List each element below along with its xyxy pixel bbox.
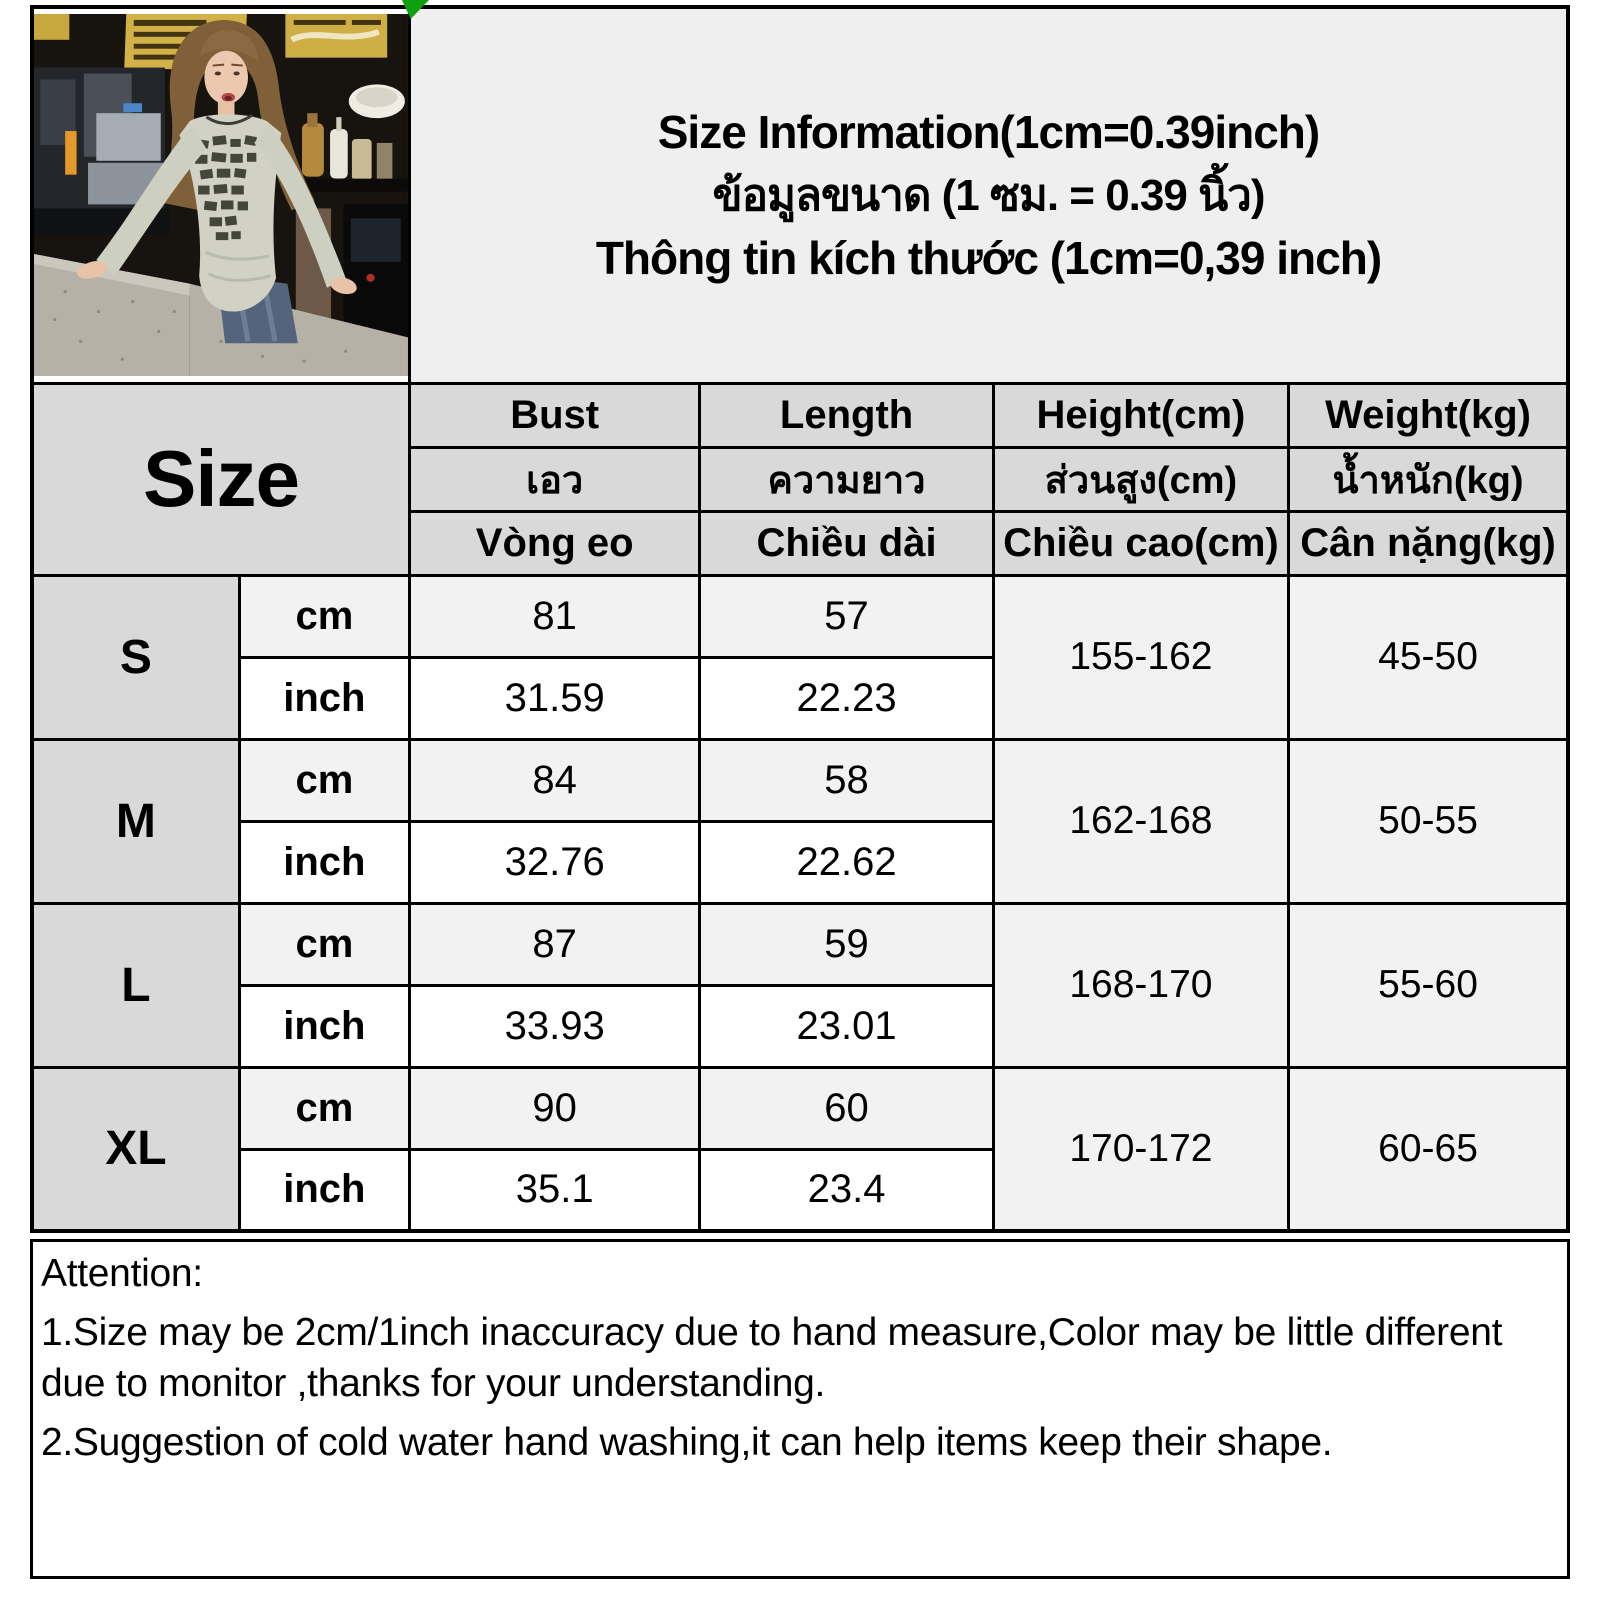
product-photo-cell <box>32 7 409 383</box>
col-header-height-th: ส่วนสูง(cm) <box>993 447 1288 511</box>
bust-cm-m: 84 <box>409 739 699 821</box>
height-range-l: 168-170 <box>993 903 1288 1067</box>
height-range-s: 155-162 <box>993 575 1288 739</box>
attention-note-2: 2.Suggestion of cold water hand washing,it can help items keep their shape. <box>41 1421 1333 1464</box>
espresso-machine-icon <box>344 205 408 344</box>
unit-inch-l: inch <box>239 985 409 1067</box>
bust-inch-xl: 35.1 <box>409 1149 699 1231</box>
weight-range-m: 50-55 <box>1289 739 1568 903</box>
height-range-m: 162-168 <box>993 739 1288 903</box>
length-cm-s: 57 <box>700 575 993 657</box>
length-inch-m: 22.62 <box>700 821 993 903</box>
height-range-xl: 170-172 <box>993 1067 1288 1231</box>
col-header-height-vi: Chiều cao(cm) <box>993 511 1288 575</box>
col-header-weight-en: Weight(kg) <box>1289 383 1568 447</box>
size-chart-table <box>30 5 1570 1233</box>
attention-notes <box>30 1239 1570 1579</box>
title-english: Size Information(1cm=0.39inch) <box>657 105 1320 158</box>
title-thai: ข้อมูลขนาด (1 ซม. = 0.39 นิ้ว) <box>712 170 1265 220</box>
col-header-weight-th: น้ำหนัก(kg) <box>1289 447 1568 511</box>
length-inch-s: 22.23 <box>700 657 993 739</box>
title-vietnamese: Thông tin kích thước (1cm=0,39 inch) <box>595 231 1382 284</box>
menu-board-corner <box>34 14 69 40</box>
length-inch-l: 23.01 <box>700 985 993 1067</box>
col-header-bust-en: Bust <box>409 383 699 447</box>
attention-note-1: 1.Size may be 2cm/1inch inaccuracy due to hand measure,Color may be little different due to monitor ,thanks for your understanding. <box>41 1311 1503 1405</box>
bust-inch-m: 32.76 <box>409 821 699 903</box>
bust-inch-s: 31.59 <box>409 657 699 739</box>
length-cm-l: 59 <box>700 903 993 985</box>
unit-cm-m: cm <box>239 739 409 821</box>
attention-heading: Attention: <box>41 1252 203 1295</box>
title-cell <box>409 7 1568 383</box>
length-cm-xl: 60 <box>700 1067 993 1149</box>
col-header-bust-vi: Vòng eo <box>409 511 699 575</box>
unit-inch-s: inch <box>239 657 409 739</box>
unit-inch-m: inch <box>239 821 409 903</box>
unit-cm-s: cm <box>239 575 409 657</box>
bust-cm-s: 81 <box>409 575 699 657</box>
size-row-label-s: S <box>32 575 239 739</box>
col-header-bust-th: เอว <box>409 447 699 511</box>
bust-inch-l: 33.93 <box>409 985 699 1067</box>
size-row-label-m: M <box>32 739 239 903</box>
weight-range-xl: 60-65 <box>1289 1067 1568 1231</box>
unit-inch-xl: inch <box>239 1149 409 1231</box>
bust-cm-xl: 90 <box>409 1067 699 1149</box>
size-row-label-l: L <box>32 903 239 1067</box>
length-inch-xl: 23.4 <box>700 1149 993 1231</box>
col-header-height-en: Height(cm) <box>993 383 1288 447</box>
length-cm-m: 58 <box>700 739 993 821</box>
unit-cm-xl: cm <box>239 1067 409 1149</box>
col-header-length-vi: Chiều dài <box>700 511 993 575</box>
col-header-length-en: Length <box>700 383 993 447</box>
weight-range-s: 45-50 <box>1289 575 1568 739</box>
size-chart-page <box>30 5 1570 1579</box>
col-header-length-th: ความยาว <box>700 447 993 511</box>
menu-board-right-icon <box>285 14 387 58</box>
product-photo-illustration <box>34 14 408 376</box>
bust-cm-l: 87 <box>409 903 699 985</box>
col-header-weight-vi: Cân nặng(kg) <box>1289 511 1568 575</box>
size-column-header: Size <box>32 383 409 575</box>
unit-cm-l: cm <box>239 903 409 985</box>
size-row-label-xl: XL <box>32 1067 239 1231</box>
weight-range-l: 55-60 <box>1289 903 1568 1067</box>
